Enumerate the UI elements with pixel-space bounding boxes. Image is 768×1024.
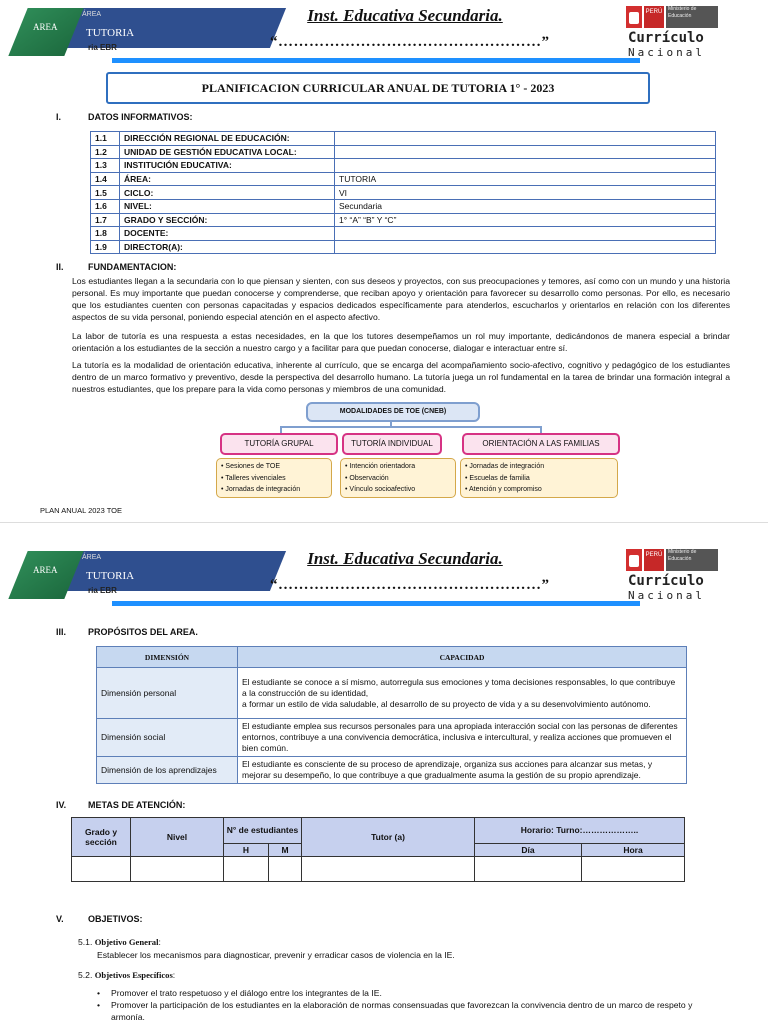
table-row <box>91 240 716 254</box>
area-word: AREA <box>33 22 58 32</box>
institution-name-blank: “……………………………………………” <box>270 34 550 50</box>
table-cell <box>475 857 582 882</box>
table-cell <box>72 857 131 882</box>
logo-line-1: Currículo <box>628 30 704 46</box>
section-5-title: OBJETIVOS: <box>88 914 143 924</box>
institution-name-blank: “……………………………………………” <box>270 577 550 593</box>
field-value: VI <box>335 186 716 200</box>
ebr-label: ria EBR <box>88 43 117 52</box>
column-header: Día <box>475 843 582 856</box>
peru-tag: PERÚ <box>644 549 664 571</box>
peru-tag: PERÚ <box>644 6 664 28</box>
metas-table <box>71 817 685 882</box>
header-banner <box>0 543 768 607</box>
diagram-list-familias <box>460 458 618 498</box>
column-header: Nivel <box>131 818 224 857</box>
objetivo-label: Objetivo General <box>94 937 159 947</box>
objetivos-especificos-heading: 5.2. Objetivos Específicos: <box>78 970 176 980</box>
objetivo-general-text: Establecer los mecanismos para diagnosticar, prevenir y erradicar casos de violencia en la IE. <box>97 950 455 960</box>
table-row <box>72 857 685 882</box>
table-row <box>91 132 716 146</box>
diagram-head-grupal: TUTORÍA GRUPAL <box>220 433 338 455</box>
capacidad-cell: El estudiante emplea sus recursos personales para una apropiada interacción social con las personas de diferentes entornos, contribuye a una convivencia democrática, inclusiva e intercultural, y realiza acciones que promueven el bien común. <box>238 719 687 757</box>
header-banner <box>0 0 768 64</box>
list-item: • Jornadas de integración <box>221 486 301 493</box>
column-header: H <box>224 843 269 856</box>
header-divider <box>112 601 640 606</box>
table-row <box>97 668 687 719</box>
field-label: UNIDAD DE GESTIÓN EDUCATIVA LOCAL: <box>120 145 335 159</box>
list-item: • Promover el trato respetuoso y el diálogo entre los integrantes de la IE. <box>111 987 711 999</box>
peru-shield-icon <box>626 549 642 571</box>
list-item: • Sesiones de TOE <box>221 463 281 470</box>
area-small-label: ÁREA <box>82 11 102 18</box>
list-item: • Talleres vivenciales <box>221 474 286 482</box>
list-item: • Observación <box>345 474 389 482</box>
section-2-title: FUNDAMENTACION: <box>88 262 177 272</box>
table-cell <box>224 857 269 882</box>
page-2 <box>0 543 768 1024</box>
item-number: 1.6 <box>91 199 120 213</box>
item-number: 1.7 <box>91 213 120 227</box>
area-green-tab <box>8 551 83 599</box>
column-header: M <box>269 843 302 856</box>
ministry-tag: Ministerio de Educación <box>666 549 718 571</box>
field-label: CICLO: <box>120 186 335 200</box>
table-row <box>91 172 716 186</box>
table-row <box>91 199 716 213</box>
page-gap <box>0 522 768 544</box>
logo-line-2: Nacional <box>628 589 705 602</box>
table-row <box>91 213 716 227</box>
column-header: Horario: Turno:……………….. <box>475 818 685 844</box>
field-label: INSTITUCIÓN EDUCATIVA: <box>120 159 335 173</box>
field-label: DOCENTE: <box>120 227 335 241</box>
area-green-tab <box>8 8 83 56</box>
section-2-number: II. <box>56 262 64 272</box>
section-3-number: III. <box>56 627 67 637</box>
table-row <box>97 757 687 784</box>
area-word: AREA <box>33 565 58 575</box>
list-item: • Jornadas de integración <box>465 463 545 470</box>
column-header: Grado y sección <box>72 818 131 857</box>
list-item: • Atención y compromiso <box>465 486 542 493</box>
curriculo-nacional-logo <box>626 547 718 601</box>
tutoria-label: TUTORIA <box>86 570 135 582</box>
ebr-label: ria EBR <box>88 586 117 595</box>
list-item: • Intención orientadora <box>345 463 416 470</box>
field-label: DIRECCIÓN REGIONAL DE EDUCACIÓN: <box>120 132 335 146</box>
section-3-title: PROPÓSITOS DEL AREA. <box>88 627 198 637</box>
item-number: 1.4 <box>91 172 120 186</box>
field-value: TUTORIA <box>335 172 716 186</box>
institution-title: Inst. Educativa Secundaria. <box>307 549 503 568</box>
table-row <box>91 159 716 173</box>
curriculo-nacional-logo <box>626 4 718 58</box>
section-4-number: IV. <box>56 800 67 810</box>
capacidad-cell: El estudiante es consciente de su proceso de aprendizaje, organiza sus acciones para alcanzar sus metas, y mejorar su desempeño, lo que contribuye a que gradualmente asuma la gestión de su propio aprendizaje. <box>238 757 687 784</box>
column-header: Hora <box>582 843 685 856</box>
column-header: CAPACIDAD <box>238 647 687 668</box>
item-number: 1.9 <box>91 240 120 254</box>
propositos-table <box>96 646 687 784</box>
table-row <box>91 145 716 159</box>
field-value <box>335 240 716 254</box>
section-1-title: DATOS INFORMATIVOS: <box>88 112 193 122</box>
field-label: ÁREA: <box>120 172 335 186</box>
logo-line-2: Nacional <box>628 46 705 59</box>
table-row <box>91 186 716 200</box>
dimension-cell: Dimensión social <box>97 719 238 757</box>
field-label: NIVEL: <box>120 199 335 213</box>
dimension-cell: Dimensión de los aprendizajes <box>97 757 238 784</box>
field-value <box>335 145 716 159</box>
list-item: • Promover la participación de los estudiantes en la elaboración de normas consensuadas que favorezcan la convivencia dentro de un marco de respeto y armonía. <box>111 999 711 1023</box>
field-label: GRADO Y SECCIÓN: <box>120 213 335 227</box>
field-value <box>335 227 716 241</box>
item-number: 1.8 <box>91 227 120 241</box>
diagram-head-familias: ORIENTACIÓN A LAS FAMILIAS <box>462 433 620 455</box>
field-label: DIRECTOR(A): <box>120 240 335 254</box>
section-5-number: V. <box>56 914 64 924</box>
item-number: 1.3 <box>91 159 120 173</box>
field-value <box>335 159 716 173</box>
diagram-head-individual: TUTORÍA INDIVIDUAL <box>342 433 442 455</box>
objetivo-number: 5.2. <box>78 970 93 980</box>
fundamentacion-paragraph-1: Los estudiantes llegan a la secundaria con lo que piensan y sienten, con sus deseos y proyectos, con sus preocupaciones y temores, así como con un mundo y una historia personal. Es muy importante que puedan conocerse y comprenderse, que reciban apoyo y orientación para favorecer su desarrollo como personas. Por ello, es necesario que los estudiantes cuenten con personas capacitadas y espacios dedicados específicamente para atenderlos, escucharlos y orientarlos en relación con los diferentes aspectos de su vida personal, poniendo especial atención en el aspecto afectivo. <box>72 276 730 322</box>
fundamentacion-paragraph-2: La labor de tutoría es una respuesta a estas necesidades, en la que los tutores desempeñamos un rol muy importante, dedicándonos de manera especial a brindar orientación a los estudiantes de la sección a nuestro cargo y a facilitar para que puedan conocerse, dialogar e interactuar entre sí. <box>72 331 730 353</box>
field-value <box>335 132 716 146</box>
area-small-label: ÁREA <box>82 554 102 561</box>
column-header: DIMENSIÓN <box>97 647 238 668</box>
field-value: 1° “A” “B” Y “C” <box>335 213 716 227</box>
peru-shield-icon <box>626 6 642 28</box>
datos-informativos-table <box>90 131 716 254</box>
institution-title: Inst. Educativa Secundaria. <box>307 6 503 25</box>
table-cell <box>302 857 475 882</box>
diagram-list-grupal <box>216 458 332 498</box>
list-item: • Vínculo socioafectivo <box>345 486 416 493</box>
tutoria-label: TUTORIA <box>86 27 135 39</box>
item-number: 1.1 <box>91 132 120 146</box>
section-4-title: METAS DE ATENCIÓN: <box>88 800 186 810</box>
diagram-root: MODALIDADES DE TOE (CNEB) <box>306 402 480 422</box>
ministry-tag: Ministerio de Educación <box>666 6 718 28</box>
section-1-number: I. <box>56 112 62 122</box>
header-divider <box>112 58 640 63</box>
column-header: N° de estudiantes <box>224 818 302 844</box>
table-row <box>97 719 687 757</box>
table-cell <box>582 857 685 882</box>
page-footer: PLAN ANUAL 2023 TOE <box>40 506 122 515</box>
column-header: Tutor (a) <box>302 818 475 857</box>
logo-line-1: Currículo <box>628 573 704 589</box>
table-cell <box>269 857 302 882</box>
objetivo-number: 5.1. <box>78 937 93 947</box>
field-value: Secundaria <box>335 199 716 213</box>
diagram-list-individual <box>340 458 456 498</box>
item-number: 1.2 <box>91 145 120 159</box>
table-cell <box>131 857 224 882</box>
document-title: PLANIFICACION CURRICULAR ANUAL DE TUTORIA 1° - 2023 <box>106 72 650 104</box>
objetivo-general-heading: 5.1. Objetivo General: <box>78 937 161 947</box>
table-row <box>91 227 716 241</box>
capacidad-cell: El estudiante se conoce a sí mismo, autorregula sus emociones y toma decisiones responsables, lo que contribuye a la construcción de su identidad, a formar un estilo de vida saludable, al desarrollo de su proyecto de vida y a su desenvolvimiento autónomo. <box>238 668 687 719</box>
item-number: 1.5 <box>91 186 120 200</box>
dimension-cell: Dimensión personal <box>97 668 238 719</box>
fundamentacion-paragraph-3: La tutoría es la modalidad de orientación educativa, inherente al currículo, que se encarga del acompañamiento socio-afectivo, cognitivo y pedagógico de los estudiantes dentro de un marco formativo y preventivo, desde la perspectiva del desarrollo humano. La tutoría juega un rol fundamental en la tarea de brindar una formación integral a nuestros estudiantes, que los prepare para la vida como personas y miembros de una comunidad. <box>72 360 730 394</box>
list-item: • Escuelas de familia <box>465 474 530 482</box>
objetivo-label: Objetivos Específicos <box>94 970 173 980</box>
